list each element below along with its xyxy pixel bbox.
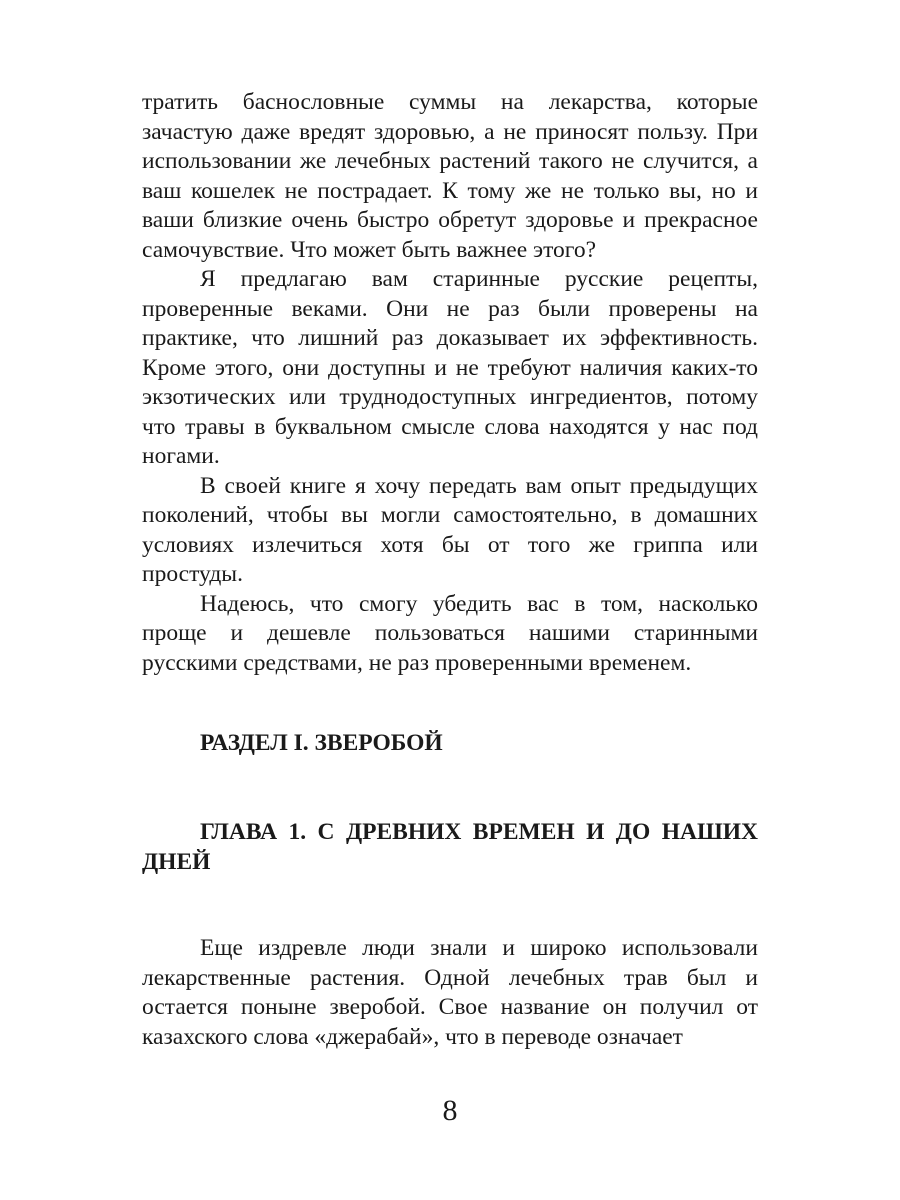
section-heading: РАЗДЕЛ I. ЗВЕРОБОЙ xyxy=(200,730,443,756)
paragraph-recipes: Я предлагаю вам старинные русские рецепты, проверенные веками. Они не раз были проверены на практике, что лишний раз доказывает их эффективность. Кроме этого, они доступны и не требуют наличия каких-то экзотических или труднодоступных ингредиентов, потому что травы в буквальном смысле слова находятся у нас под ногами. xyxy=(142,266,758,469)
page-number: 8 xyxy=(442,1094,458,1127)
paragraph-book-purpose: В своей книге я хочу передать вам опыт предыдущих поколений, чтобы вы могли самостоятельно, в домашних условиях излечиться хотя бы от того же гриппа или простуды. xyxy=(142,472,758,587)
body-text-top xyxy=(142,88,758,678)
chapter-heading: ГЛАВА 1. С ДРЕВНИХ ВРЕМЕН И ДО НАШИХ ДНЕЙ xyxy=(142,819,758,875)
body-text-bottom xyxy=(142,934,758,1052)
paragraph-history: Еще издревле люди знали и широко использовали лекарственные растения. Одной лечебных трав был и остается поныне зверобой. Свое название он получил от казахского слова «джерабай», что в переводе означает xyxy=(142,935,758,1050)
paragraph-hope: Надеюсь, что смогу убедить вас в том, насколько проще и дешевле пользоваться нашими старинными русскими средствами, не раз проверенными временем. xyxy=(142,590,758,676)
paragraph-continuation: тратить баснословные суммы на лекарства, которые зачастую даже вредят здоровью, а не приносят пользу. При использовании же лечебных растений такого не случится, а ваш кошелек не пострадает. К тому же не только вы, но и ваши близкие очень быстро обретут здоровье и прекрасное самочувствие. Что может быть важнее этого? xyxy=(142,89,758,263)
